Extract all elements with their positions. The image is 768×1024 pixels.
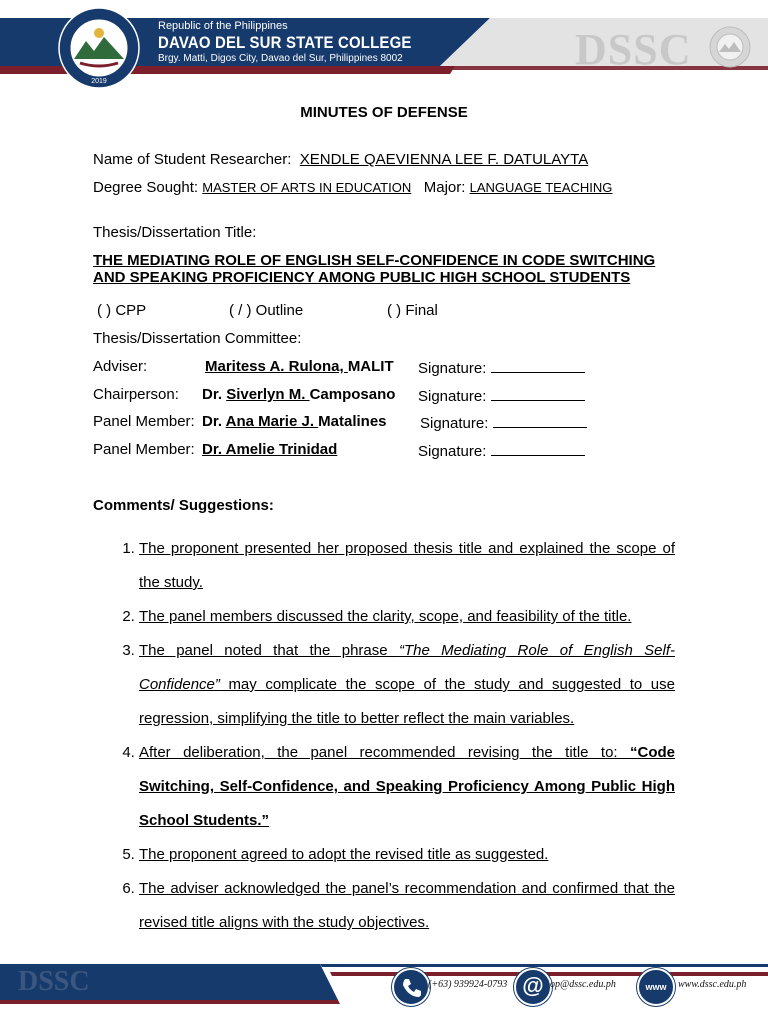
committee-role: Adviser: <box>93 358 148 375</box>
email-icon: @ <box>514 968 552 1006</box>
college-seal-logo <box>58 7 140 89</box>
comment-item: 4. After deliberation, the panel recommended revising the title to: “Code Switching, Self-Confidence, and Speaking Proficiency Among Public High School Students.” <box>139 736 675 838</box>
signature-field: Signature: <box>420 413 587 433</box>
degree-row <box>93 179 612 197</box>
phone-icon <box>392 968 430 1006</box>
comment-quote: “The Mediating Role of English Self-Confidence” <box>139 642 676 693</box>
header-text <box>158 20 446 65</box>
signature-field: Signature: <box>418 441 585 461</box>
committee-name: Dr. Ana Marie J. Matalines <box>202 413 387 430</box>
committee-row-chair <box>93 386 693 404</box>
committee-role: Panel Member: <box>93 441 195 458</box>
committee-role: Chairperson: <box>93 386 179 403</box>
degree-value: MASTER OF ARTS IN EDUCATION <box>202 180 412 195</box>
committee-row-panel-1 <box>93 413 693 431</box>
signature-field: Signature: <box>418 358 585 378</box>
republic-text: Republic of the Philippines <box>158 20 288 32</box>
thesis-title: THE MEDIATING ROLE OF ENGLISH SELF-CONFIDENCE IN CODE SWITCHING AND SPEAKING PROFICIENCY AMONG PUBLIC HIGH SCHOOL STUDENTS <box>93 252 656 286</box>
committee-role: Panel Member: <box>93 413 195 430</box>
committee-name: Maritess A. Rulona, MALIT <box>205 358 394 375</box>
student-name: XENDLE QAEVIENNA LEE F. DATULAYTA <box>299 151 589 168</box>
comment-item: 2. The panel members discussed the clarity, scope, and feasibility of the title. <box>139 600 675 634</box>
committee-row-panel-2 <box>93 441 693 459</box>
committee-name: Dr. Amelie Trinidad <box>202 441 338 458</box>
committee-name: Dr. Siverlyn M. Camposano <box>202 386 396 403</box>
committee-row-adviser <box>93 358 693 376</box>
footer-watermark: DSSC <box>18 966 90 997</box>
footer-website[interactable]: www.dssc.edu.ph <box>678 979 747 990</box>
college-address: Brgy. Matti, Digos City, Davao del Sur, Philippines 8002 <box>158 53 403 64</box>
small-seal-icon <box>709 26 751 68</box>
comment-item: 6. The adviser acknowledged the panel’s recommendation and confirmed that the revised title aligns with the study objectives. <box>139 872 675 940</box>
dssc-watermark: DSSC <box>575 25 692 74</box>
comment-item: 3. The panel noted that the phrase “The Mediating Role of English Self-Confidence” may complicate the scope of the study and suggested to use regression, simplifying the title to better reflect the main variables. <box>139 634 675 736</box>
college-name: DAVAO DEL SUR STATE COLLEGE <box>158 33 412 52</box>
thesis-label: Thesis/Dissertation Title: <box>93 224 257 241</box>
comment-revised-title: “Code Switching, Self-Confidence, and Speaking Proficiency Among Public High School Students.” <box>139 744 675 829</box>
student-row <box>93 151 588 169</box>
stage-outline: ( / ) Outline <box>229 302 304 319</box>
comment-item: 1. The proponent presented her proposed thesis title and explained the scope of the study. <box>139 532 675 600</box>
comment-item: 5. The proponent agreed to adopt the revised title as suggested. <box>139 838 675 872</box>
footer-email[interactable]: op@dssc.edu.ph <box>550 979 616 990</box>
website-icon: www <box>637 968 675 1006</box>
stage-cpp: ( ) CPP <box>97 302 147 319</box>
major-value: LANGUAGE TEACHING <box>469 180 613 195</box>
student-label: Name of Student Researcher: <box>93 151 292 168</box>
committee-label: Thesis/Dissertation Committee: <box>93 330 302 347</box>
signature-field: Signature: <box>418 386 585 406</box>
comments-list <box>93 532 675 940</box>
degree-label: Degree Sought: <box>93 179 199 196</box>
comments-label: Comments/ Suggestions: <box>93 497 274 514</box>
major-label: Major: <box>423 179 466 196</box>
footer-phone: (+63) 939924-0793 <box>428 979 508 990</box>
seal-year: 2019 <box>91 78 107 85</box>
page-title: MINUTES OF DEFENSE <box>300 104 468 121</box>
stage-final: ( ) Final <box>387 302 438 319</box>
